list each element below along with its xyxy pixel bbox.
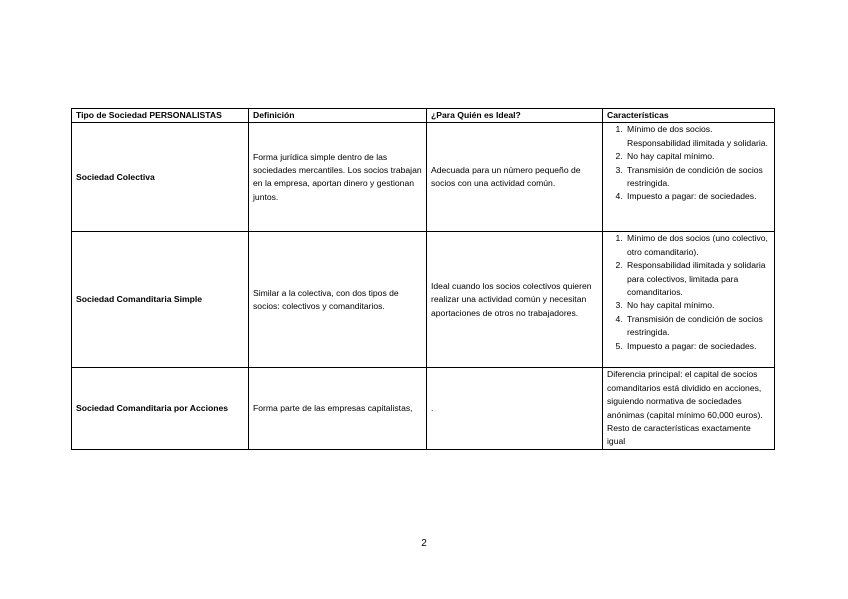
list-item: 5. Impuesto a pagar: de sociedades. xyxy=(625,340,770,353)
header-definition: Definición xyxy=(249,109,427,123)
row-ideal-for: Ideal cuando los socios colectivos quieren realizar una actividad común y necesitan aportaciones de otros no trabajadores. xyxy=(427,232,603,368)
list-item: 4. Transmisión de condición de socios restringida. xyxy=(625,313,770,340)
row-ideal-for: Adecuada para un número pequeño de socios con una actividad común. xyxy=(427,123,603,232)
row-type: Sociedad Colectiva xyxy=(72,123,249,232)
list-item: 1. Mínimo de dos socios (uno colectivo, otro comanditario). xyxy=(625,232,770,259)
header-characteristics: Características xyxy=(603,109,775,123)
header-type: Tipo de Sociedad PERSONALISTAS xyxy=(72,109,249,123)
page-number: 2 xyxy=(421,538,427,549)
row-definition: Forma parte de las empresas capitalistas, xyxy=(249,368,427,450)
row-characteristics: Diferencia principal: el capital de socios comanditarios está dividido en acciones, siguiendo normativa de sociedades anónimas (capital mínimo 60,000 euros). Resto de características exactamente igual xyxy=(603,368,775,450)
company-types-table xyxy=(71,108,775,450)
list-item: 3. Transmisión de condición de socios restringida. xyxy=(625,164,770,191)
row-type: Sociedad Comanditaria por Acciones xyxy=(72,368,249,450)
list-item: 1. Mínimo de dos socios. Responsabilidad ilimitada y solidaria. xyxy=(625,123,770,150)
characteristics-list xyxy=(607,123,770,203)
header-ideal-for: ¿Para Quién es Ideal? xyxy=(427,109,603,123)
row-characteristics xyxy=(603,232,775,368)
row-definition: Forma jurídica simple dentro de las sociedades mercantiles. Los socios trabajan en la empresa, aportan dinero y gestionan juntos. xyxy=(249,123,427,232)
row-definition: Similar a la colectiva, con dos tipos de socios: colectivos y comanditarios. xyxy=(249,232,427,368)
list-item: 2. No hay capital mínimo. xyxy=(625,150,770,163)
table-header-row xyxy=(72,109,775,123)
list-item: 4. Impuesto a pagar: de sociedades. xyxy=(625,190,770,203)
row-ideal-for: . xyxy=(427,368,603,450)
row-type: Sociedad Comanditaria Simple xyxy=(72,232,249,368)
list-item: 3. No hay capital mínimo. xyxy=(625,299,770,312)
table-row xyxy=(72,232,775,368)
table-row xyxy=(72,368,775,450)
table-row xyxy=(72,123,775,232)
list-item: 2. Responsabilidad ilimitada y solidaria para colectivos, limitada para comanditarios. xyxy=(625,259,770,299)
row-characteristics xyxy=(603,123,775,232)
characteristics-list xyxy=(607,232,770,353)
